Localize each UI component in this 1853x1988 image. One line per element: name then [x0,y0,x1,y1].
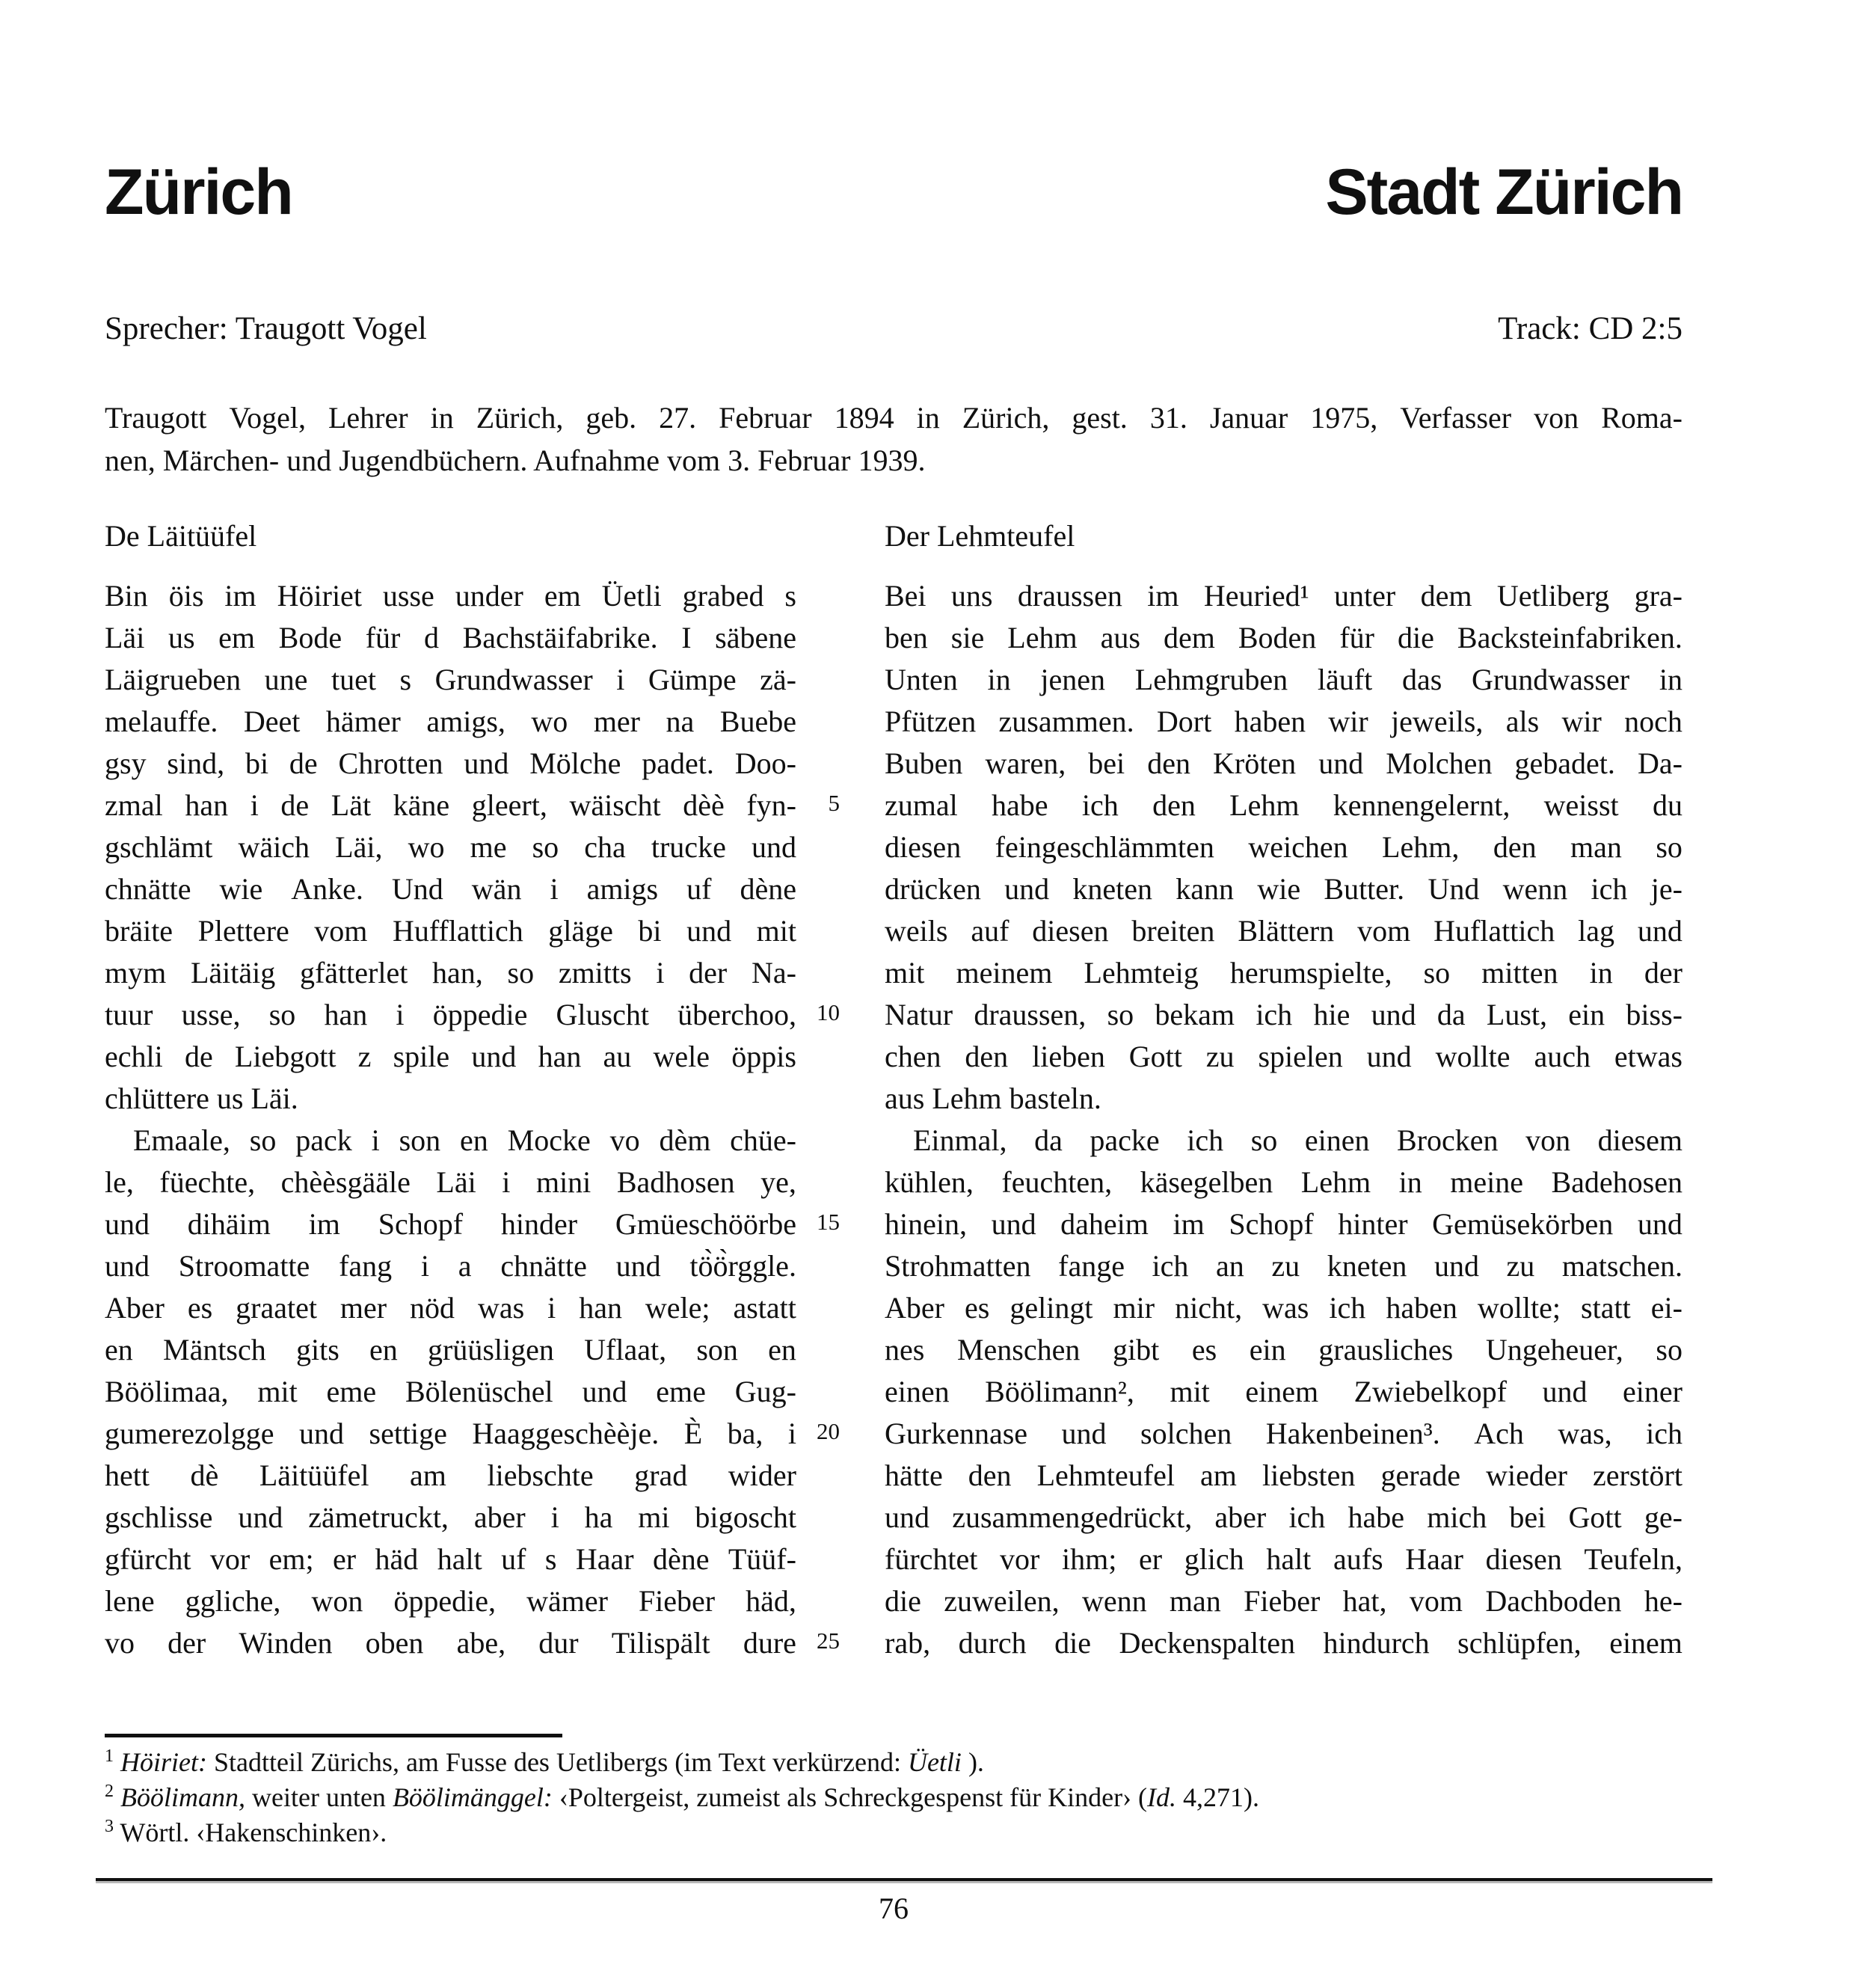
text-line: Böölimaa, mit eme Bölenüschel und eme Gug- [105,1375,796,1408]
text-line: zmal han i de Lät käne gleert, wäischt dèè fyn- [105,788,796,822]
text-line: Gurkennase und solchen Hakenbeinen³. Ach was, ich [885,1417,1683,1450]
text-line: chen den lieben Gott zu spielen und wollte auch etwas [885,1040,1683,1073]
text-line: nen, Märchen- und Jugendbüchern. Aufnahme vom 3. Februar 1939. [105,444,926,477]
text-line: mym Läitäig gfätterlet han, so zmitts i der Na- [105,956,796,990]
text-line: Unten in jenen Lehmgruben läuft das Grundwasser in [885,663,1683,696]
text-line: Traugott Vogel, Lehrer in Zürich, geb. 27. Februar 1894 in Zürich, gest. 31. Januar 1975, Verfasser von Roma- [105,401,1683,435]
text-line: echli de Liebgott z spile und han au wele öppis [105,1040,796,1073]
text-line: Strohmatten fange ich an zu kneten und zu matschen. [885,1249,1683,1283]
text-line: Läigrueben une tuet s Grundwasser i Gümpe zä- [105,663,796,696]
text-line: und dihäim im Schopf hinder Gmüeschöörbe [105,1207,796,1241]
translation-column [885,515,1683,1664]
line-number: 5 [828,790,840,816]
text-line: gschlämt wäich Läi, wo me so cha trucke und [105,830,796,864]
track-label: Track: CD 2:5 [1498,311,1683,346]
text-line: chnätte wie Anke. Und wän i amigs uf dène [105,872,796,906]
text-line: gschlisse und zämetruckt, aber i ha mi bigoscht [105,1500,796,1534]
text-line: gumerezolgge und settige Haaggeschèèje. È ba, i [105,1417,796,1450]
footnote: $^1$ Höiriet: Stadtteil Zürichs, am Fusse des Uetlibergs (im Text verkürzend: Üetli ). [105,1746,984,1777]
line-number: 20 [817,1418,840,1444]
text-line: ben sie Lehm aus dem Boden für die Backsteinfabriken. [885,621,1683,654]
text-line: Aber es graatet mer nöd was i han wele; astatt [105,1291,796,1325]
text-line: en Mäntsch gits en grüüsligen Uflaat, son en [105,1333,796,1366]
text-line: einen Böölimann², mit einem Zwiebelkopf und einer [885,1375,1683,1408]
text-line: melauffe. Deet hämer amigs, wo mer na Buebe [105,705,796,738]
dialect-column [105,515,796,1664]
text-line: le, füechte, chèèsgääle Läi i mini Badhosen ye, [105,1165,796,1199]
text-line: tuur usse, so han i öppedie Gluscht überchoo, [105,998,796,1031]
text-line: Einmal, da packe ich so einen Brocken von diesem [913,1123,1683,1157]
text-line: kühlen, feuchten, käsegelben Lehm in meine Badehosen [885,1165,1683,1199]
text-line: weils auf diesen breiten Blättern vom Huflattich lag und [885,914,1683,948]
text-line: vo der Winden oben abe, dur Tilispält dure [105,1626,796,1660]
text-line: bräite Plettere vom Hufflattich gläge bi und mit [105,914,796,948]
text-line: Buben waren, bei den Kröten und Molchen gebadet. Da- [885,746,1683,780]
text-line: zumal habe ich den Lehm kennengelernt, weisst du [885,788,1683,822]
page-header [105,156,1683,228]
text-line: und Stroomatte fang i a chnätte und tö̀ö̀rggle. [105,1249,796,1283]
speaker-label: Sprecher: Traugott Vogel [105,311,427,346]
intro-paragraph [105,397,1683,482]
text-line: diesen feingeschlämmten weichen Lehm, den man so [885,830,1683,864]
text-line: chlüttere us Läi. [105,1082,298,1115]
line-number: 15 [817,1209,840,1235]
text-line: drücken und kneten kann wie Butter. Und wenn ich je- [885,872,1683,906]
translation-text [885,575,1683,1664]
text-line: Bin öis im Höiriet usse under em Üetli grabed s [105,579,796,613]
text-line: Pfützen zusammen. Dort haben wir jeweils, als wir noch [885,705,1683,738]
line-number-gutter [796,575,840,1664]
text-line: rab, durch die Deckenspalten hindurch schlüpfen, einem [885,1626,1683,1660]
line-number: 10 [817,999,840,1025]
line-number: 25 [817,1627,840,1654]
footnote: $^2$ Böölimann, weiter unten Böölimänggel: ‹Poltergeist, zumeist als Schreckgespenst für Kinder› (Id. 4,271). [105,1782,1260,1812]
chapter-title: Zürich [105,156,292,228]
text-line: Emaale, so pack i son en Mocke vo dèm chüe- [133,1123,796,1157]
text-line: hätte den Lehmteufel am liebsten gerade wieder zerstört [885,1458,1683,1492]
text-line: Läi us em Bode für d Bachstäifabrike. I säbene [105,621,796,654]
text-line: die zuweilen, wenn man Fieber hat, vom Dachboden he- [885,1584,1683,1618]
text-line: nes Menschen gibt es ein grausliches Ungeheuer, so [885,1333,1683,1366]
speaker-row [105,313,1683,345]
translation-heading: Der Lehmteufel [885,519,1075,553]
text-line: hett dè Läitüüfel am liebschte grad wider [105,1458,796,1492]
text-line: mit meinem Lehmteig herumspielte, so mitten in der [885,956,1683,990]
text-line: Natur draussen, so bekam ich hie und da Lust, ein biss- [885,998,1683,1031]
text-line: hinein, und daheim im Schopf hinter Gemüsekörben und [885,1207,1683,1241]
page-number: 76 [879,1892,909,1925]
dialect-heading: De Läitüüfel [105,519,257,553]
text-line: lene ggliche, won öppedie, wämer Fieber häd, [105,1584,796,1618]
section-title: Stadt Zürich [1325,156,1683,228]
text-line: gsy sind, bi de Chrotten und Mölche padet. Doo- [105,746,796,780]
footnote: $^3$ Wörtl. ‹Hakenschinken›. [105,1817,387,1847]
text-line: fürchtet vor ihm; er glich halt aufs Haar diesen Teufeln, [885,1542,1683,1576]
text-line: und zusammengedrückt, aber ich habe mich bei Gott ge- [885,1500,1683,1534]
footnote-separator-rule [105,1734,562,1737]
dialect-text [105,575,796,1664]
text-line: gfürcht vor em; er häd halt uf s Haar dène Tüüf- [105,1542,796,1576]
footnotes [105,1745,1683,1850]
text-line: aus Lehm basteln. [885,1082,1101,1115]
footer-rule [96,1878,1712,1881]
text-line: Aber es gelingt mir nicht, was ich haben wollte; statt ei- [885,1291,1683,1325]
text-line: Bei uns draussen im Heuried¹ unter dem Uetliberg gra- [885,579,1683,613]
